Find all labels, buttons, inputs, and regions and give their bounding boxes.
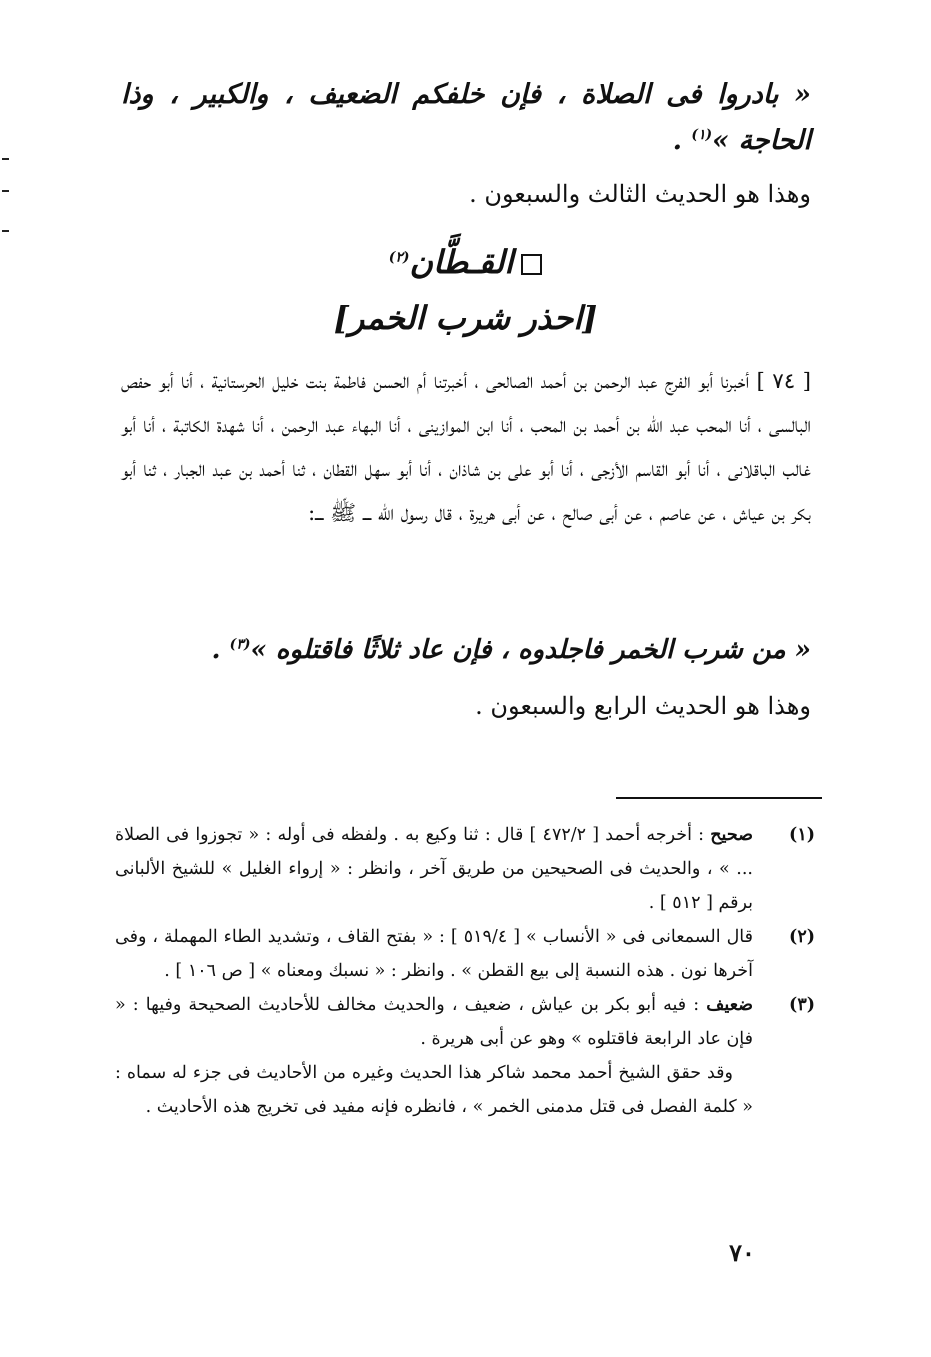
hadith-74-quote-text: « من شرب الخمر فاجلدوه ، فإن عاد ثلاثًا فاقتلوه » bbox=[250, 635, 811, 665]
footnote-separator bbox=[616, 797, 822, 799]
footnote-ref-3: (٣) bbox=[229, 636, 251, 653]
scan-margin-mark bbox=[2, 230, 9, 232]
section-title bbox=[0, 240, 931, 284]
scan-margin-mark bbox=[2, 158, 9, 160]
footnote-text: قال السمعانى فى « الأنساب » [ ٥١٩/٤ ] : « بفتح القاف ، وتشديد الطاء المهملة ، وفى آخرها نون . هذه النسبة إلى بيع القطن » . وانظر : « نسبك ومعناه » [ ص ١٠٦ ] . bbox=[115, 927, 753, 981]
hadith-74-text: [ ٧٤ ] أخبرنا أبو الفرج عبد الرحمن بن أحمد الصالحى ، أخبرتنا أم الحسن فاطمة بنت خليل الحرستانية ، أنا أبو حفص البالسى ، أنا المحب عبد الله بن أحمد بن المحب ، أنا ابن الموازينى ، أنا البهاء عبد الرحمن ، أنا شهدة الكاتبة ، أنا أبو غالب الباقلانى ، أنا أبو القاسم الأزجى ، أنا أبو على بن شاذان ، أنا أبو سهل القطان ، ثنا أحمد بن عبد الجبار ، ثنا أبو بكر بن عياش ، عن عاصم ، عن أبى صالح ، عن أبى هريرة ، قال رسول الله ـــ ﷺ ـــ: bbox=[121, 369, 811, 526]
footnotes bbox=[115, 818, 815, 1124]
footnote-extra-text: وقد حقق الشيخ أحمد محمد شاكر هذا الحديث وغيره من الأحاديث فى جزء له سماه : « كلمة الفصل فى قتل مدمنى الخمر » ، فانظره فإنه مفيد فى تخريج هذه الأحاديث . bbox=[115, 1063, 753, 1117]
square-bullet-icon bbox=[521, 254, 542, 275]
scan-margin-mark bbox=[2, 190, 9, 192]
section-title-text: القـطَّان bbox=[409, 243, 514, 281]
footnote-2 bbox=[115, 920, 815, 988]
footnote-grade-label: صحيح bbox=[710, 825, 753, 845]
page-number: ٧٠ bbox=[729, 1238, 755, 1267]
footnote-body bbox=[115, 920, 753, 988]
footnote-body bbox=[115, 818, 753, 920]
footnote-body bbox=[115, 988, 753, 1124]
footnote-number: (٢) bbox=[789, 927, 815, 947]
footnote-1 bbox=[115, 818, 815, 920]
quote-continuation-text: « بادروا فى الصلاة ، فإن خلفكم الضعيف ، والكبير ، وذا الحاجة » bbox=[121, 79, 811, 156]
closing-line-73: وهذا هو الحديث الثالث والسبعون . bbox=[469, 180, 811, 208]
hadith-74-quote bbox=[121, 630, 811, 670]
footnote-ref-1: (١) bbox=[691, 127, 713, 143]
footnote-ref-2: (٢) bbox=[388, 249, 410, 266]
footnote-text: : فيه أبو بكر بن عياش ، ضعيف ، والحديث مخالف للأحاديث الصحيحة وفيها : « فإن عاد الرابعة فاقتلوه » وهو عن أبى هريرة . bbox=[115, 995, 753, 1049]
footnote-number: (٣) bbox=[789, 995, 815, 1015]
footnote-number: (١) bbox=[789, 825, 815, 845]
footnote-3 bbox=[115, 988, 815, 1124]
section-subtitle: [احذر شرب الخمر] bbox=[333, 299, 598, 337]
quote-end-punct: . bbox=[211, 635, 230, 665]
footnote-text: : أخرجه أحمد [ ٤٧٢/٢ ] قال : ثنا وكيع به . ولفظه فى أوله : « تجوزوا فى الصلاة ... » ، والحديث فى الصحيحين من طريق آخر ، وانظر : « إرواء الغليل » للشيخ الألبانى برقم [ ٥١٢ ] . bbox=[115, 825, 753, 913]
footnote-grade-label: ضعيف bbox=[706, 995, 753, 1015]
closing-line-74: وهذا هو الحديث الرابع والسبعون . bbox=[475, 692, 811, 720]
quote-end-punct: . bbox=[672, 125, 692, 156]
quote-continuation bbox=[121, 72, 811, 164]
